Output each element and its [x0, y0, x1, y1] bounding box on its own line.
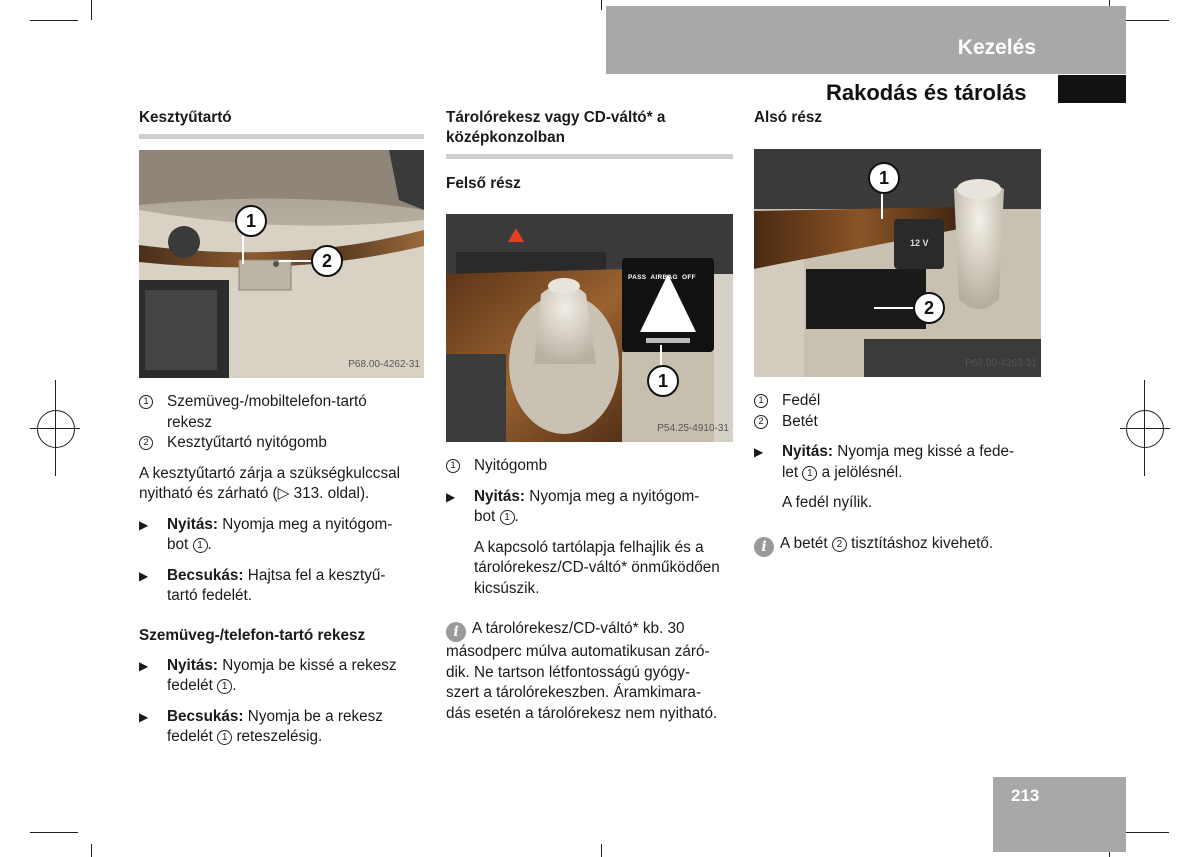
photo-glovebox: [139, 150, 424, 378]
photo-reference: P68.00-4262-31: [348, 358, 420, 370]
page-number: 213: [1011, 786, 1040, 805]
callout-1: 1: [647, 365, 679, 397]
legend-item: 2 Kesztyűtartó nyitógomb: [139, 433, 424, 454]
crop-mark: [91, 0, 92, 20]
heading-rule: [446, 154, 733, 159]
info-note: i A betét 2 tisztításhoz kivehető.: [754, 534, 1041, 557]
heading-rule: [139, 134, 424, 139]
12v-socket-label: 12 V: [910, 238, 929, 248]
crop-mark: [1120, 428, 1170, 429]
triangle-right-icon: ▶: [754, 445, 764, 459]
airbag-off-label: PASS AIRBAG OFF: [628, 274, 696, 281]
info-icon: i: [446, 622, 466, 642]
photo-reference: P54.25-4910-31: [657, 422, 729, 434]
crop-mark: [91, 844, 92, 857]
triangle-right-icon: ▶: [139, 658, 149, 673]
crop-mark: [30, 20, 78, 21]
triangle-right-icon: ▶: [139, 568, 149, 583]
photo-lower-part: [754, 149, 1041, 377]
step-open: ▶ Nyitás: Nyomja meg a nyitógom- bot 1 .: [139, 515, 424, 556]
section-title: Rakodás és tárolás: [826, 80, 1027, 105]
step-open: ▶ Nyitás: Nyomja meg kissé a fede- let 1 a jelölésnél.: [754, 442, 1041, 483]
chapter-tab: [606, 6, 1126, 74]
registration-mark: [1126, 410, 1164, 448]
step-close: ▶ Becsukás: Hajtsa fel a kesztyű- tartó fedelét.: [139, 566, 424, 607]
crop-mark: [601, 0, 602, 10]
triangle-right-icon: ▶: [139, 517, 149, 532]
callout-2: 2: [913, 292, 945, 324]
legend-item: 1 Fedél: [754, 391, 1041, 412]
triangle-right-icon: ▶: [139, 709, 149, 724]
info-icon: i: [754, 537, 774, 557]
photo-center-console: [446, 214, 733, 442]
step-open: ▶ Nyitás: Nyomja meg a nyitógom- bot 1 .: [446, 487, 733, 528]
legend-item: 1 Szemüveg-/mobiltelefon-tartó rekesz: [139, 392, 424, 433]
section-marker: [1058, 75, 1126, 103]
triangle-right-icon: ▶: [446, 489, 456, 504]
result-text: A fedél nyílik.: [782, 494, 873, 511]
column-center-console: [446, 108, 733, 724]
heading-lower-part: Alsó rész: [754, 109, 823, 126]
callout-1: 1: [868, 162, 900, 194]
step-open: ▶ Nyitás: Nyomja be kissé a rekesz fedelét 1 .: [139, 656, 424, 697]
legend-item: 2 Betét: [754, 412, 1041, 433]
callout-2: 2: [311, 245, 343, 277]
crop-mark: [1123, 832, 1169, 833]
subheading-upper: Felső rész: [446, 175, 521, 192]
column-glovebox: [139, 108, 424, 748]
crop-mark: [1123, 20, 1169, 21]
crop-mark: [1144, 380, 1145, 476]
result-text: A kapcsoló tartólapja felhajlik és a tárolórekesz/CD-váltó* önműködően kicsúszik.: [474, 538, 720, 597]
chapter-title: Kezelés: [957, 36, 1036, 59]
heading-center-console: Tárolórekesz vagy CD-váltó* a középkonzolban: [446, 109, 666, 146]
crop-mark: [30, 832, 78, 833]
crop-mark: [601, 844, 602, 857]
legend-item: 1 Nyitógomb: [446, 456, 733, 477]
crop-mark: [55, 380, 56, 476]
callout-1: 1: [235, 205, 267, 237]
column-lower-part: [754, 108, 1041, 557]
info-note: i A tárolórekesz/CD-váltó* kb. 30 másodperc múlva automatikusan záró- dik. Ne tartson létfontosságú gyógy- szert a tárolórekeszben. Áramkimara- dás esetén a tárolórekesz nem nyitható.: [446, 620, 718, 722]
heading-glovebox: Kesztyűtartó: [139, 109, 232, 126]
photo-reference: P68.00-4263-31: [965, 357, 1037, 369]
paragraph: A kesztyűtartó zárja a szükségkulccsal nyitható és zárható (▷ 313. oldal).: [139, 464, 401, 502]
registration-mark: [37, 410, 75, 448]
step-close: ▶ Becsukás: Nyomja be a rekesz fedelét 1 reteszelésig.: [139, 707, 424, 748]
subheading-glasses: Szemüveg-/telefon-tartó rekesz: [139, 626, 366, 644]
